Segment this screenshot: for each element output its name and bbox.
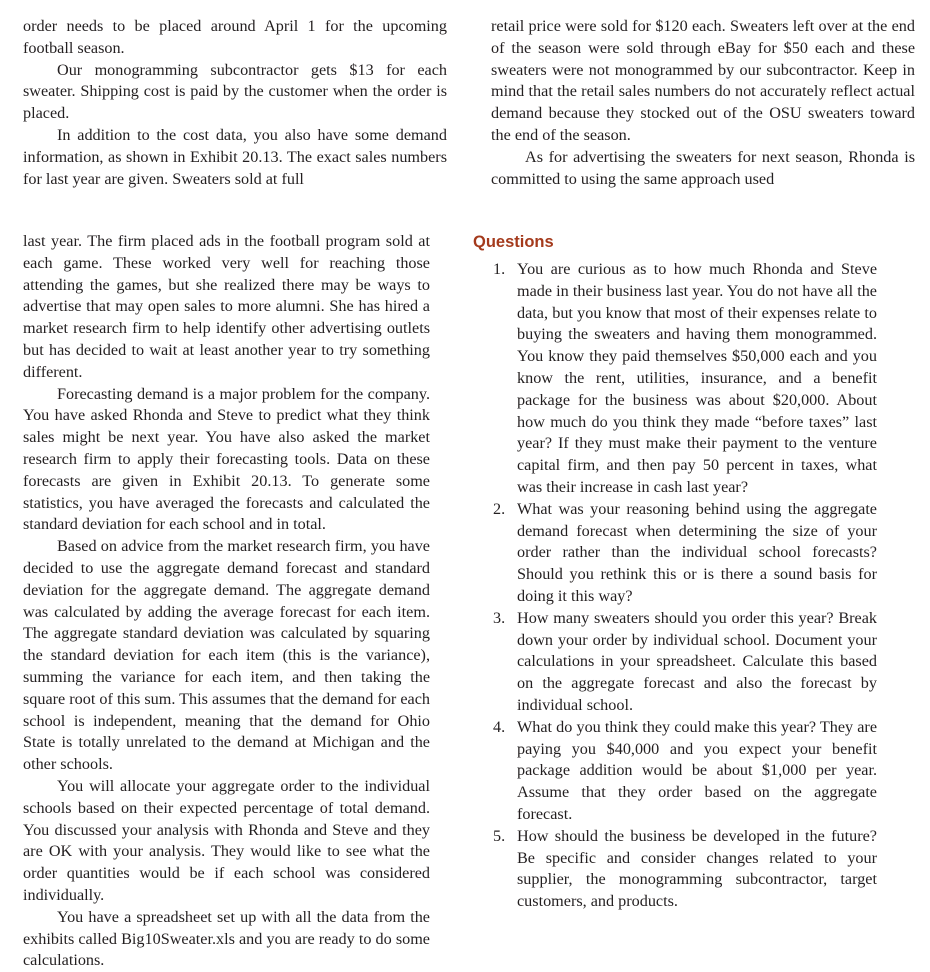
question-item xyxy=(473,717,877,826)
paragraph: As for advertising the sweaters for next season, Rhonda is committed to using the same approach used xyxy=(491,147,915,188)
question-text: What was your reasoning behind using the aggregate demand forecast when determining the size of your order rather than the individual school forecasts? Should you rethink this or is there a sound basis for doing it this way? xyxy=(517,499,877,605)
question-number: 5. xyxy=(493,826,506,845)
question-text: You are curious as to how much Rhonda and Steve made in their business last year. You do not have all the data, but you know that most of their expenses relate to buying the sweaters and having them monogrammed. You know they paid themselves $50,000 each and you know the rent, utilities, insurance, and a benefit package for the business was about $20,000. About how much do you think they made “before taxes” last year? If they must make their payment to the venture capital firm, and then pay 50 percent in taxes, what was their increase in cash last year? xyxy=(517,260,877,496)
questions-list xyxy=(473,259,877,913)
questions-heading: Questions xyxy=(473,233,554,251)
question-number: 2. xyxy=(493,499,506,518)
question-number: 4. xyxy=(493,717,506,736)
paragraph: Based on advice from the market research firm, you have decided to use the aggregate demand forecast and standard deviation for the aggregate demand. The aggregate demand was calculated by adding the average forecast for each item. The aggregate standard deviation was calculated by squaring the standard deviation for each item (this is the variance), summing the variance for each item, and then taking the square root of this sum. This assumes that the demand for each school is independent, meaning that the demand for Ohio State is totally unrelated to the demand at Michigan and the other schools. xyxy=(23,537,430,774)
paragraph: In addition to the cost data, you also have some demand information, as shown in Exhibit 20.13. The exact sales numbers for last year are given. Sweaters sold at full xyxy=(23,125,447,188)
question-text: What do you think they could make this year? They are paying you $40,000 and you expect your benefit package addition would be about $1,000 per year. Assume that they order based on the aggregate forecast. xyxy=(517,717,877,823)
paragraph: You have a spreadsheet set up with all the data from the exhibits called Big10Sweater.xls and you are ready to do some calculations. xyxy=(23,907,430,970)
question-number: 1. xyxy=(493,260,506,278)
paragraph: You will allocate your aggregate order to the individual schools based on their expected percentage of total demand. You discussed your analysis with Rhonda and Steve and they are OK with your analysis. They would like to see what the order quantities would be if each school was considered individually. xyxy=(23,776,430,904)
bottom-left-column xyxy=(23,231,430,972)
question-text: How many sweaters should you order this year? Break down your order by individual school. Document your calculations in your spreadsheet. Calculate this based on the aggregate forecast and also the forecast by individual school. xyxy=(517,608,877,714)
paragraph: retail price were sold for $120 each. Sweaters left over at the end of the season were sold through eBay for $50 each and these sweaters were not monogrammed by our subcontractor. Keep in mind that the retail sales numbers do not accurately reflect actual demand because they stocked out of the OSU sweaters toward the end of the season. xyxy=(491,17,915,144)
question-item xyxy=(473,608,877,717)
question-item xyxy=(473,499,877,608)
top-left-column xyxy=(23,16,447,190)
question-item xyxy=(473,259,877,499)
paragraph: last year. The firm placed ads in the football program sold at each game. These worked very well for reaching those attending the games, but she realized there may be ways to advertise that may open sales to more alumni. She has hired a market research firm to help identify other advertising outlets but has decided to wait at least another year to try something different. xyxy=(23,232,430,381)
question-number: 3. xyxy=(493,608,506,627)
questions-section xyxy=(473,231,877,913)
paragraph: order needs to be placed around April 1 for the upcoming football season. xyxy=(23,17,447,57)
top-right-column xyxy=(491,16,915,190)
paragraph: Forecasting demand is a major problem for the company. You have asked Rhonda and Steve to predict what they think sales might be next year. You have also asked the market research firm to apply their forecasting tools. Data on these forecasts are given in Exhibit 20.13. To generate some statistics, you have averaged the forecasts and calculated the standard deviation for each school and in total. xyxy=(23,384,430,534)
question-item xyxy=(473,826,877,913)
paragraph: Our monogramming subcontractor gets $13 for each sweater. Shipping cost is paid by the customer when the order is placed. xyxy=(23,60,447,123)
question-text: How should the business be developed in the future? Be specific and consider changes related to your supplier, the monogramming subcontractor, target customers, and products. xyxy=(517,826,877,911)
